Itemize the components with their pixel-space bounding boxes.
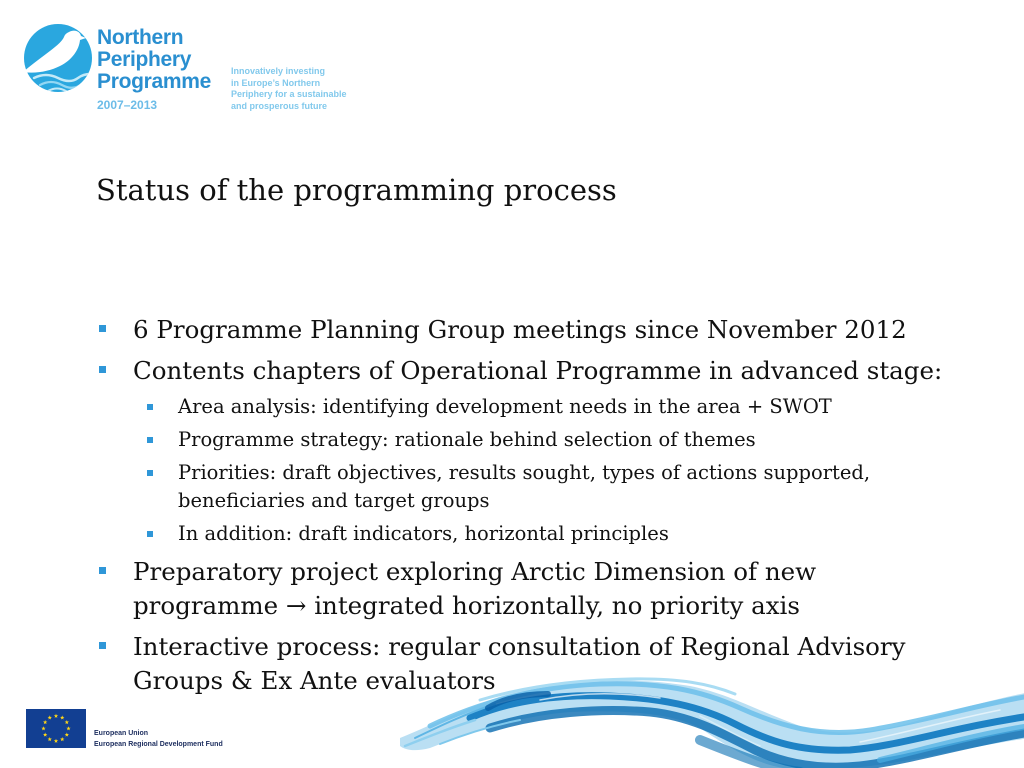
programme-name	[97, 27, 211, 93]
square-bullet-icon	[147, 437, 153, 443]
square-bullet-icon	[99, 567, 106, 574]
programme-name-line: Northern	[97, 26, 184, 49]
bullet-list	[0, 313, 1024, 698]
bullet-text-line: Groups & Ex Ante evaluators	[133, 666, 496, 695]
programme-period: 2007–2013	[97, 98, 158, 112]
square-bullet-icon	[99, 642, 106, 649]
sub-bullet-text: Area analysis: identifying development needs in the area + SWOT	[178, 395, 832, 418]
sub-bullet-item	[0, 520, 1024, 548]
programme-name-line: Programme	[97, 70, 212, 93]
eu-funding-line: European Regional Development Fund	[94, 741, 223, 748]
bullet-text: 6 Programme Planning Group meetings since November 2012	[133, 315, 907, 344]
sub-bullet-item	[0, 459, 1024, 515]
eu-flag-icon	[26, 709, 86, 748]
sub-bullet-item	[0, 426, 1024, 454]
sub-bullet-text: In addition: draft indicators, horizontal principles	[178, 522, 669, 545]
bullet-text-line: programme → integrated horizontally, no priority axis	[133, 591, 800, 620]
square-bullet-icon	[147, 404, 153, 410]
bullet-text: Contents chapters of Operational Programme in advanced stage:	[133, 356, 943, 385]
bird-over-waves-icon	[20, 20, 100, 100]
tagline-line: in Europe’s Northern	[231, 77, 321, 88]
sub-bullet-text-line: beneficiaries and target groups	[178, 489, 490, 512]
tagline-line: Periphery for a sustainable	[231, 89, 347, 100]
bullet-item	[0, 354, 1024, 388]
bullet-item	[0, 313, 1024, 347]
slide-title: Status of the programming process	[96, 173, 617, 207]
programme-name-line: Periphery	[97, 48, 192, 71]
eu-funding-line: European Union	[94, 730, 149, 737]
square-bullet-icon	[147, 470, 153, 476]
bullet-text-line: Interactive process: regular consultation of Regional Advisory	[133, 632, 906, 661]
sub-bullet-text-line: Priorities: draft objectives, results sought, types of actions supported,	[178, 461, 871, 484]
bullet-item	[0, 555, 1024, 623]
bullet-item	[0, 630, 1024, 698]
sub-bullet-item	[0, 393, 1024, 421]
square-bullet-icon	[99, 325, 106, 332]
bullet-text-line: Preparatory project exploring Arctic Dimension of new	[133, 557, 817, 586]
square-bullet-icon	[147, 531, 153, 537]
tagline-line: and prosperous future	[231, 101, 328, 112]
tagline-line: Innovatively investing	[231, 66, 326, 76]
sub-bullet-text: Programme strategy: rationale behind selection of themes	[178, 428, 756, 451]
eu-funding-label	[94, 728, 223, 750]
square-bullet-icon	[99, 366, 106, 373]
programme-logo	[0, 0, 360, 120]
programme-tagline	[231, 66, 347, 113]
